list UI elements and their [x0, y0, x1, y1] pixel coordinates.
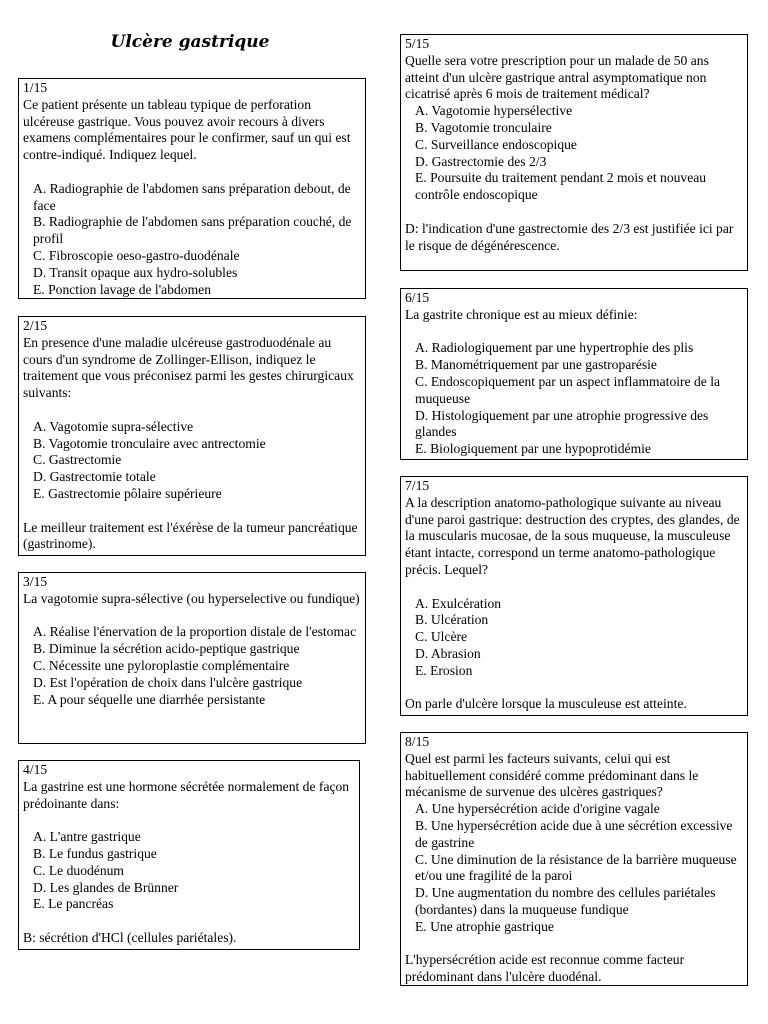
- question-card-4: [18, 760, 360, 950]
- option-e: E. A pour séquelle une diarrhée persistante: [33, 691, 266, 707]
- option-b: B. Manométriquement par une gastroparésie: [415, 357, 657, 373]
- question-number: 5/15: [405, 36, 430, 51]
- question-number: 2/15: [23, 318, 48, 333]
- question-card-5: [400, 34, 748, 271]
- option-a: A. L'antre gastrique: [33, 829, 141, 845]
- question-number: 6/15: [405, 290, 430, 305]
- question-number: 8/15: [405, 734, 430, 749]
- answer-explanation: D: l'indication d'une gastrectomie des 2/3 est justifiée ici par le risque de dégénérescence.: [405, 220, 737, 253]
- question-card-7: [400, 476, 748, 716]
- option-e: E. Gastrectomie pôlaire supérieure: [33, 485, 222, 501]
- question-card-3: [18, 572, 366, 744]
- question-stem: La vagotomie supra-sélective (ou hyperselective ou fundique): [23, 590, 360, 606]
- option-c: C. Gastrectomie: [33, 452, 122, 468]
- question-stem: Quelle sera votre prescription pour un malade de 50 ans atteint d'un ulcère gastrique antral asymptomatique non cicatrisé après 6 mois de traitement médical?: [405, 52, 713, 102]
- question-card-2: [18, 316, 366, 556]
- option-a: A. Radiologiquement par une hypertrophie des plis: [415, 340, 694, 356]
- option-d: D. Est l'opération de choix dans l'ulcère gastrique: [33, 674, 303, 690]
- option-e: E. Ponction lavage de l'abdomen: [33, 281, 211, 297]
- option-e: E. Une atrophie gastrique: [415, 918, 554, 934]
- option-d: D. Une augmentation du nombre des cellules pariétales (bordantes) dans la muqueuse fundique: [415, 885, 716, 917]
- option-a: A. Une hypersécrétion acide d'origine vagale: [415, 801, 660, 817]
- question-number: 4/15: [23, 762, 48, 777]
- option-c: C. Endoscopiquement par un aspect inflammatoire de la muqueuse: [415, 373, 721, 406]
- option-a: A. Exulcération: [415, 595, 502, 611]
- option-a: A. Vagotomie hypersélective: [415, 103, 573, 119]
- question-stem: La gastrite chronique est au mieux définie:: [405, 306, 638, 322]
- answer-explanation: B: sécrétion d'HCl (cellules pariétales).: [23, 929, 237, 945]
- answer-explanation: On parle d'ulcère lorsque la musculeuse est atteinte.: [405, 696, 687, 712]
- option-d: D. Histologiquement par une atrophie progressive des glandes: [415, 407, 709, 440]
- option-b: B. Ulcération: [415, 612, 489, 628]
- question-number: 7/15: [405, 478, 430, 493]
- question-card-6: [400, 288, 748, 460]
- option-d: D. Transit opaque aux hydro-solubles: [33, 264, 238, 280]
- option-e: E. Biologiquement par une hypoprotidémie: [415, 441, 651, 457]
- option-b: B. Une hypersécrétion acide due à une sécrétion excessive de gastrine: [415, 817, 733, 850]
- option-e: E. Le pancréas: [33, 896, 114, 912]
- page-title: Ulcère gastrique: [110, 32, 270, 52]
- option-c: C. Fibroscopie oeso-gastro-duodénale: [33, 247, 240, 263]
- question-stem: En presence d'une maladie ulcéreuse gastroduodénale au cours d'un syndrome de Zollinger-Ellison, indiquez le traitement que vous préconisez parmi les gestes chirurgicaux suivants:: [23, 334, 358, 401]
- option-e: E. Erosion: [415, 662, 473, 678]
- question-stem: Ce patient présente un tableau typique de perforation ulcéreuse gastrique. Vous pouvez avoir recours à divers examens complémentaires pour le confirmer, sauf un qui est contre-indiqué. Indiquez lequel.: [23, 96, 354, 163]
- option-b: B. Radiographie de l'abdomen sans préparation couché, de profil: [33, 214, 352, 247]
- option-e: E. Poursuite du traitement pendant 2 mois et nouveau contrôle endoscopique: [415, 170, 707, 203]
- option-c: C. Nécessite une pyloroplastie complémentaire: [33, 657, 290, 673]
- option-c: C. Le duodénum: [33, 862, 124, 878]
- option-c: C. Surveillance endoscopique: [415, 136, 577, 152]
- question-stem: La gastrine est une hormone sécrétée normalement de façon prédoinante dans:: [23, 778, 353, 811]
- option-c: C. Une diminution de la résistance de la barrière muqueuse et/ou une fragilité de la paroi: [415, 851, 737, 884]
- answer-explanation: Le meilleur traitement est l'éxérèse de la tumeur pancréatique (gastrinome).: [23, 519, 361, 552]
- option-d: D. Gastrectomie totale: [33, 469, 156, 485]
- question-stem: A la description anatomo-pathologique suivante au niveau d'une paroi gastrique: destruction des cryptes, des glandes, de la muscularis mucosae, de la sous muqueuse, la musculeuse étant intacte, correspond un terme anatomo-pathologique précis. Lequel?: [405, 494, 744, 577]
- question-number: 3/15: [23, 574, 48, 589]
- question-stem: Quel est parmi les facteurs suivants, celui qui est habituellement considéré comme prédominant dans le mécanisme de survenue des ulcères gastriques?: [405, 750, 702, 800]
- option-c: C. Ulcère: [415, 629, 468, 645]
- option-b: B. Diminue la sécrétion acido-peptique gastrique: [33, 641, 300, 657]
- option-a: A. Radiographie de l'abdomen sans préparation debout, de face: [33, 180, 351, 213]
- option-a: A. Vagotomie supra-sélective: [33, 418, 194, 434]
- option-a: A. Réalise l'énervation de la proportion distale de l'estomac: [33, 624, 357, 640]
- option-d: D. Abrasion: [415, 645, 481, 661]
- question-card-8: [400, 732, 748, 986]
- question-card-1: [18, 78, 366, 299]
- question-number: 1/15: [23, 80, 48, 95]
- option-d: D. Gastrectomie des 2/3: [415, 153, 547, 169]
- option-b: B. Vagotomie tronculaire avec antrectomie: [33, 435, 266, 451]
- option-b: B. Le fundus gastrique: [33, 845, 157, 861]
- option-d: D. Les glandes de Brünner: [33, 879, 179, 895]
- answer-explanation: L'hypersécrétion acide est reconnue comme facteur prédominant dans l'ulcère duodénal.: [405, 952, 688, 985]
- option-b: B. Vagotomie tronculaire: [415, 119, 552, 135]
